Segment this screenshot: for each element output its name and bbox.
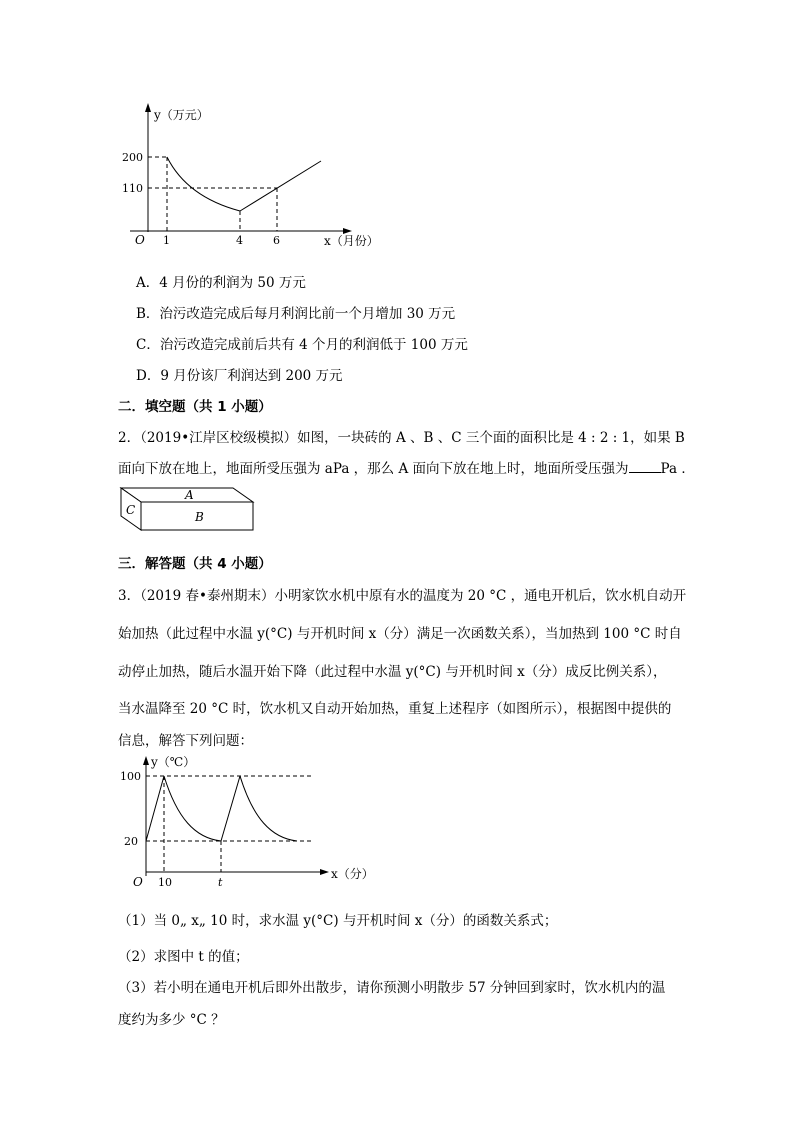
q3-line2: 始加热（此过程中水温 y(°C) 与开机时间 x（分）满足一次函数关系），当加热到 100 °C 时自 <box>118 626 682 642</box>
q2-line2-text: 面向下放在地上，地面所受压强为 aPa ，那么 A 面向下放在地上时，地面所受压强为 <box>118 461 629 477</box>
y-axis-label: y（万元） <box>154 108 209 122</box>
y-tick-110: 110 <box>122 182 143 195</box>
sub-question-2: （2）求图中 t 的值； <box>118 949 249 965</box>
y-tick-20: 20 <box>124 835 138 848</box>
section2-heading: 二．填空题（共 1 小题） <box>118 399 272 415</box>
heating-line-2 <box>221 776 240 841</box>
x-axis-arrow <box>320 869 329 875</box>
y-tick-100: 100 <box>120 770 141 783</box>
x-tick-6: 6 <box>273 234 280 247</box>
x-axis-label: x（月份） <box>324 234 379 248</box>
cooling-curve-2 <box>240 776 297 841</box>
q3-line5: 信息，解答下列问题： <box>118 733 253 749</box>
x-tick-10: 10 <box>158 876 172 889</box>
q2-line2 <box>118 457 695 477</box>
origin-label: O <box>133 875 143 889</box>
y-tick-200: 200 <box>122 151 143 164</box>
brick-label-b: B <box>195 510 204 524</box>
cooling-curve-1 <box>164 776 221 841</box>
q2-line2-unit: Pa ． <box>660 461 695 477</box>
brick-label-c: C <box>126 503 136 517</box>
option-a: A．4 月份的利润为 50 万元 <box>136 275 306 291</box>
sub-question-3-line2: 度约为多少 °C ？ <box>118 1012 225 1028</box>
profit-line <box>240 161 321 211</box>
brick-figure <box>115 484 265 536</box>
option-d: D．9 月份该厂利润达到 200 万元 <box>136 368 343 384</box>
brick-label-a: A <box>185 488 194 502</box>
heating-line-1 <box>146 776 164 841</box>
profit-curve <box>167 157 240 211</box>
sub-question-1: （1）当 0„ x„ 10 时，求水温 y(°C) 与开机时间 x（分）的函数关系式； <box>118 913 558 929</box>
y-axis-arrow <box>143 756 149 765</box>
q3-line3: 动停止加热，随后水温开始下降（此过程中水温 y(°C) 与开机时间 x（分）成反比例关系）， <box>118 664 667 680</box>
q2-line1: 2．（2019•江岸区校级模拟）如图，一块砖的 A 、B 、C 三个面的面积比是 4 : 2 : 1，如果 B <box>118 430 685 446</box>
x-tick-t: t <box>218 876 223 889</box>
q3-line1: 3．（2019 春•泰州期末）小明家饮水机中原有水的温度为 20 °C ，通电开机后，饮水机自动开 <box>118 588 687 604</box>
x-axis-label: x（分） <box>331 867 374 881</box>
answer-blank[interactable] <box>629 460 661 473</box>
section3-heading: 三．解答题（共 4 小题） <box>118 556 272 572</box>
option-c: C．治污改造完成前后共有 4 个月的利润低于 100 万元 <box>136 337 468 353</box>
temperature-chart <box>115 748 385 893</box>
x-tick-1: 1 <box>163 234 170 247</box>
profit-chart <box>110 95 400 255</box>
y-axis-arrow <box>145 103 151 112</box>
y-axis-label: y（℃） <box>151 755 196 769</box>
sub-question-3-line1: （3）若小明在通电开机后即外出散步，请你预测小明散步 57 分钟回到家时，饮水机内的温 <box>118 980 666 996</box>
option-b: B．治污改造完成后每月利润比前一个月增加 30 万元 <box>136 306 456 322</box>
q3-line4: 当水温降至 20 °C 时，饮水机又自动开始加热，重复上述程序（如图所示），根据图中提供的 <box>118 701 672 717</box>
x-tick-4: 4 <box>236 234 243 247</box>
origin-label: O <box>135 233 145 247</box>
